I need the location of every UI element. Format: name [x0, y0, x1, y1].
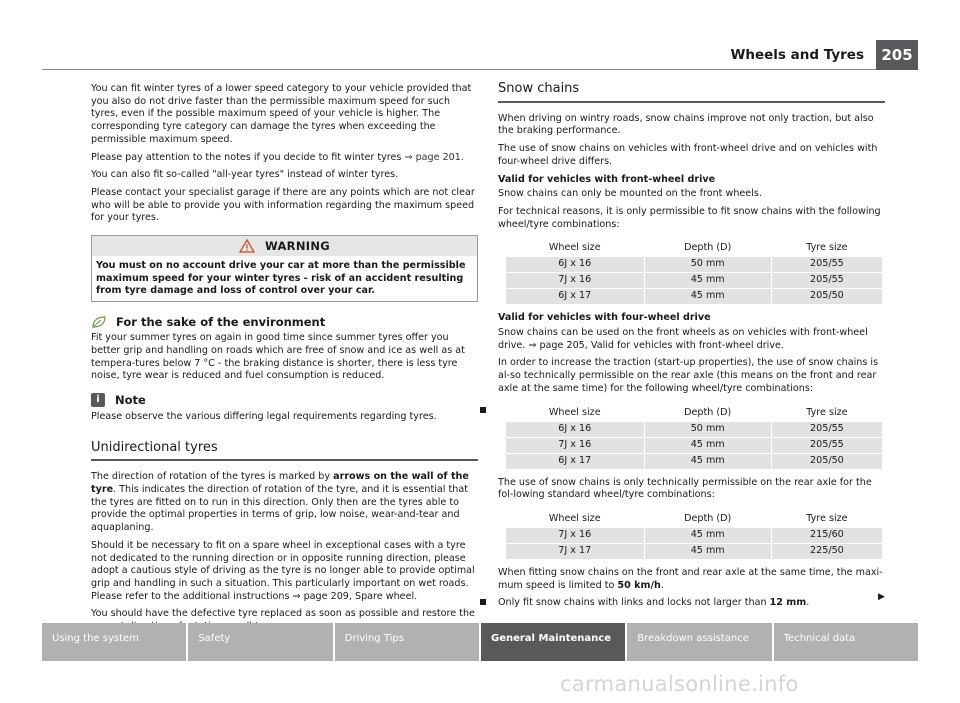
col-header: Depth (D)	[644, 512, 771, 528]
unidirectional-tyres-heading: Unidirectional tyres	[91, 442, 478, 462]
tab-using-the-system[interactable]: Using the system	[42, 623, 188, 661]
awd-subheading: Valid for vehicles with four-wheel drive	[498, 312, 711, 324]
running-header-title: Wheels and Tyres	[730, 47, 864, 63]
table-row: 6J x 17 45 mm 205/50	[506, 453, 882, 469]
col-header: Depth (D)	[644, 241, 771, 257]
spare-wheel-paragraph: Should it be necessary to fit on a spare wheel in exceptional cases with a tyre not dedicated to the running direction or in opposite running direction, please adopt a cautious style of driving as the tyre is no longer able to provide optimal grip and handling in such a situation. This particularly important on wet roads. Please refer to the additional instructions ⇒ page 209, Spare wheel.	[91, 539, 475, 602]
drive-type-paragraph: The use of snow chains on vehicles with front-wheel drive and on vehicles with four-wheel drive differs.	[498, 143, 878, 167]
col-header: Wheel size	[506, 406, 644, 422]
snow-chains-heading: Snow chains	[498, 83, 885, 103]
fwd-combinations-table	[506, 241, 882, 304]
fwd-combinations-intro: For technical reasons, it is only permissible to fit snow chains with the following wheel/tyre combinations:	[498, 205, 881, 230]
page-number: 205	[876, 40, 918, 70]
col-header: Wheel size	[506, 241, 644, 257]
chapter-nav	[42, 623, 918, 661]
environment-heading	[91, 315, 478, 329]
environment-leaf-icon	[91, 315, 107, 329]
contact-garage-paragraph: Please contact your specialist garage if there are any points which are not clear who will be able to provide you with information regarding the maximum speed for your tyres.	[91, 186, 475, 224]
table-row: 7J x 16 45 mm 205/55	[506, 273, 882, 289]
environment-text: Fit your summer tyres on again in good time since summer tyres offer you better grip and handling on roads which are free of snow and ice as well as at tempera-tures below 7 °C - the braking distance is shorter, there is less tyre noise, tyre wear is reduced and fuel consumption is reduced.	[91, 332, 465, 382]
notes-reference-paragraph: Please pay attention to the notes if you decide to fit winter tyres ⇒ page 201.	[91, 151, 464, 163]
rear-axle-combinations-table	[506, 512, 882, 559]
fwd-subheading: Valid for vehicles with front-wheel drive	[498, 173, 716, 185]
continue-arrow-icon: ▶	[878, 592, 885, 602]
section-end-marker	[480, 407, 486, 413]
tab-safety[interactable]: Safety	[188, 623, 334, 661]
col-header: Wheel size	[506, 512, 644, 528]
snow-chains-intro: When driving on wintry roads, snow chains improve not only traction, but also the braking performance.	[498, 112, 874, 137]
note-title: Note	[115, 392, 146, 407]
warning-triangle-icon	[239, 239, 255, 253]
col-header: Tyre size	[771, 241, 882, 257]
tab-driving-tips[interactable]: Driving Tips	[335, 623, 481, 661]
environment-title: For the sake of the environment	[116, 314, 326, 329]
table-row: 6J x 16 50 mm 205/55	[506, 421, 882, 437]
col-header: Tyre size	[771, 406, 882, 422]
table-row: 6J x 16 50 mm 205/55	[506, 257, 882, 273]
right-column	[498, 83, 885, 615]
tab-general-maintenance[interactable]: General Maintenance	[481, 623, 627, 661]
section-end-marker	[480, 599, 486, 605]
watermark: carmanualsonline.info	[560, 672, 799, 696]
table-row: 7J x 16 45 mm 205/55	[506, 437, 882, 453]
warning-header	[92, 236, 477, 256]
left-column	[91, 83, 478, 639]
fwd-front-wheels: Snow chains can only be mounted on the front wheels.	[498, 188, 762, 200]
header-rule	[42, 69, 876, 70]
replace-tyre-paragraph: You should have the defective tyre replaced as soon as possible and restore the	[91, 608, 475, 620]
note-heading	[91, 393, 478, 407]
col-header: Depth (D)	[644, 406, 771, 422]
awd-rear-axle-intro: In order to increase the traction (start-up properties), the use of snow chains is al-so technically permissible on the rear axle (this means on the front and rear axle at the same time) for the following wheel/tyre combinations:	[498, 357, 879, 394]
awd-combinations-table	[506, 406, 882, 469]
rear-axle-only-paragraph: The use of snow chains is only technically permissible on the rear axle for the fol-lowing standard wheel/tyre combinations:	[498, 476, 872, 501]
table-row: 7J x 16 45 mm 215/60	[506, 527, 882, 543]
speed-limit-paragraph: When fitting snow chains on the front and rear axle at the same time, the maxi-mum speed is limited to 50 km/h.	[498, 566, 883, 591]
warning-title: WARNING	[265, 238, 330, 253]
warning-text: You must on no account drive your car at more than the permissible maximum speed for your winter tyres - risk of an accident resulting from tyre damage and loss of control over your car.	[96, 260, 466, 297]
winter-tyres-speed-paragraph: You can fit winter tyres of a lower speed category to your vehicle provided that you also do not drive faster than the permissible maximum speed for such tyres, even if the possible maximum speed of your vehicle is higher. The corresponding tyre category can damage the tyres when exceeding the permissible maximum speed.	[91, 83, 472, 145]
page-201-link[interactable]: ⇒ page 201.	[404, 151, 464, 163]
col-header: Tyre size	[771, 512, 882, 528]
table-row: 7J x 17 45 mm 225/50	[506, 543, 882, 559]
info-icon: i	[91, 393, 105, 407]
link-size-paragraph: Only fit snow chains with links and locks not larger than 12 mm.	[498, 597, 810, 609]
tab-breakdown-assistance[interactable]: Breakdown assistance	[627, 623, 773, 661]
note-text: Please observe the various differing legal requirements regarding tyres.	[91, 410, 437, 422]
table-row: 6J x 17 45 mm 205/50	[506, 289, 882, 305]
tab-technical-data[interactable]: Technical data	[774, 623, 918, 661]
awd-front-wheels: Snow chains can be used on the front wheels as on vehicles with front-wheel drive. ⇒ page 205, Valid for vehicles with front-wheel drive.	[498, 327, 868, 351]
rotation-direction-paragraph: The direction of rotation of the tyres is marked by arrows on the wall of the tyre. This indicates the direction of rotation of the tyre, and it is essential that the tyres are fitted on to run in this direction. Only then are the tyres able to provide the optimal properties in terms of grip, low noise, wear-and-tear and aquaplaning.	[91, 471, 469, 534]
warning-box	[91, 235, 478, 302]
all-year-tyres-paragraph: You can also fit so-called "all-year tyres" instead of winter tyres.	[91, 169, 399, 181]
